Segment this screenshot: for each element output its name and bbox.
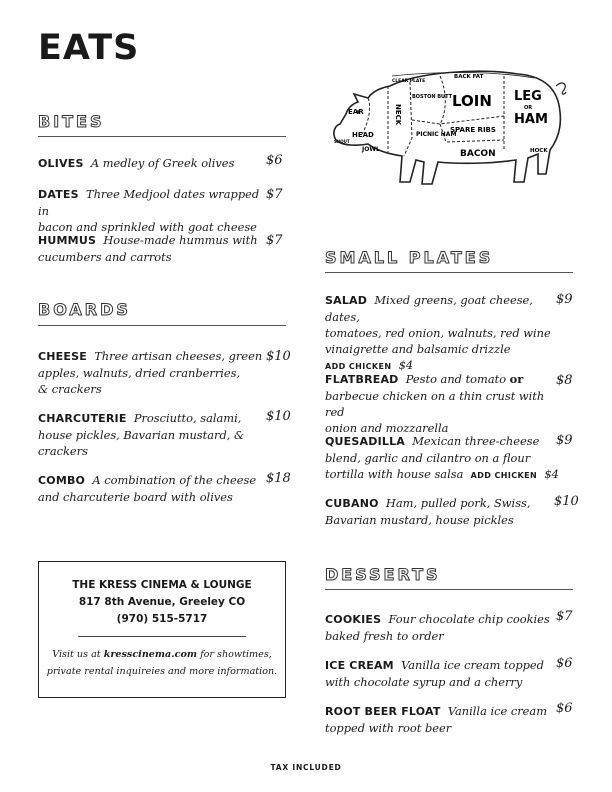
price-combo: $18 xyxy=(266,471,291,486)
pig-label-picnic-ham: PICNIC HAM xyxy=(416,131,457,138)
menu-item-salad: SALAD Mixed greens, goat cheese, dates, tomatoes, red onion, walnuts, red wine vinaigrette and balsamic drizzle ADD CHICKEN $4 xyxy=(325,293,551,372)
section-divider xyxy=(38,325,286,326)
price-cheese: $10 xyxy=(266,349,291,364)
pig-label-neck: NECK xyxy=(394,104,402,126)
section-divider xyxy=(325,272,573,273)
menu-title: EATS xyxy=(38,28,140,68)
menu-item-cookies: COOKIES Four chocolate chip cookies baked fresh to order xyxy=(325,612,550,643)
pig-label-bacon: BACON xyxy=(460,149,496,159)
price-hummus: $7 xyxy=(266,233,283,248)
section-divider xyxy=(38,136,286,137)
menu-item-root-beer-float: ROOT BEER FLOAT Vanilla ice cream topped with root beer xyxy=(325,704,548,735)
menu-item-ice-cream: ICE CREAM Vanilla ice cream topped with chocolate syrup and a cherry xyxy=(325,658,544,689)
price-cookies: $7 xyxy=(556,609,573,624)
section-title-bites: BITES xyxy=(38,112,105,131)
section-title-desserts: DESSERTS xyxy=(325,565,441,584)
pig-label-jowl: JOWL xyxy=(362,146,380,153)
menu-item-combo: COMBO A combination of the cheese and charcuterie board with olives xyxy=(38,473,257,504)
price-olives: $6 xyxy=(266,153,283,168)
pig-label-leg: LEG xyxy=(514,89,542,104)
pig-label-head: HEAD xyxy=(352,131,374,139)
menu-item-olives: OLIVES A medley of Greek olives xyxy=(38,156,235,170)
price-charcuterie: $10 xyxy=(266,409,291,424)
pig-label-loin: LOIN xyxy=(452,92,492,110)
section-divider xyxy=(325,589,573,590)
visit-text-line2: private rental inquireies and more information. xyxy=(46,666,278,677)
tax-note: TAX INCLUDED xyxy=(270,763,342,772)
pig-cuts-illustration xyxy=(328,64,568,194)
pig-label-spare-ribs: SPARE RIBS xyxy=(450,126,496,134)
visit-text: Visit us at kresscinema.com for showtimes, xyxy=(52,649,272,660)
price-quesadilla: $9 xyxy=(556,433,573,448)
price-ice-cream: $6 xyxy=(556,656,573,671)
pig-label-hock: HOCK xyxy=(530,148,548,154)
menu-item-cubano: CUBANO Ham, pulled pork, Swiss, Bavarian mustard, house pickles xyxy=(325,496,531,527)
menu-item-charcuterie: CHARCUTERIE Prosciutto, salami, house pickles, Bavarian mustard, & crackers xyxy=(38,411,245,458)
price-flatbread: $8 xyxy=(556,373,573,388)
price-salad: $9 xyxy=(556,292,573,307)
section-title-small-plates: SMALL PLATES xyxy=(325,248,494,267)
pig-label-ear: EAR xyxy=(348,108,364,116)
pig-label-or: OR xyxy=(524,105,533,111)
price-cubano: $10 xyxy=(554,494,579,509)
section-title-boards: BOARDS xyxy=(38,300,131,319)
venue-name: THE KRESS CINEMA & LOUNGE xyxy=(72,579,252,591)
pig-label-back-fat: BACK FAT xyxy=(454,74,484,80)
menu-item-cheese: CHEESE Three artisan cheeses, green apples, walnuts, dried cranberries, & crackers xyxy=(38,349,263,396)
website-link[interactable]: kresscinema.com xyxy=(103,649,197,660)
menu-item-quesadilla: QUESADILLA Mexican three-cheese blend, garlic and cilantro on a flour tortilla with house salsa ADD CHICKEN $4 xyxy=(325,434,559,481)
price-dates: $7 xyxy=(266,187,283,202)
pig-label-ham: HAM xyxy=(514,112,548,127)
menu-item-flatbread: FLATBREAD Pesto and tomato or barbecue chicken on a thin crust with red onion and mozzarella xyxy=(325,372,545,435)
venue-info-box xyxy=(38,561,286,698)
pig-label-boston-butt: BOSTON BUTT xyxy=(412,94,453,100)
price-root-beer-float: $6 xyxy=(556,701,573,716)
menu-item-hummus: HUMMUS House-made hummus with cucumbers and carrots xyxy=(38,233,258,264)
venue-address: 817 8th Avenue, Greeley CO xyxy=(78,596,246,608)
pig-label-clear-plate: CLEAR PLATE xyxy=(392,79,426,84)
pig-label-snout: SNOUT xyxy=(334,139,350,144)
menu-item-dates: DATES Three Medjool dates wrapped in bacon and sprinkled with goat cheese xyxy=(38,187,260,234)
venue-phone: (970) 515-5717 xyxy=(116,613,208,625)
info-divider xyxy=(78,636,246,637)
